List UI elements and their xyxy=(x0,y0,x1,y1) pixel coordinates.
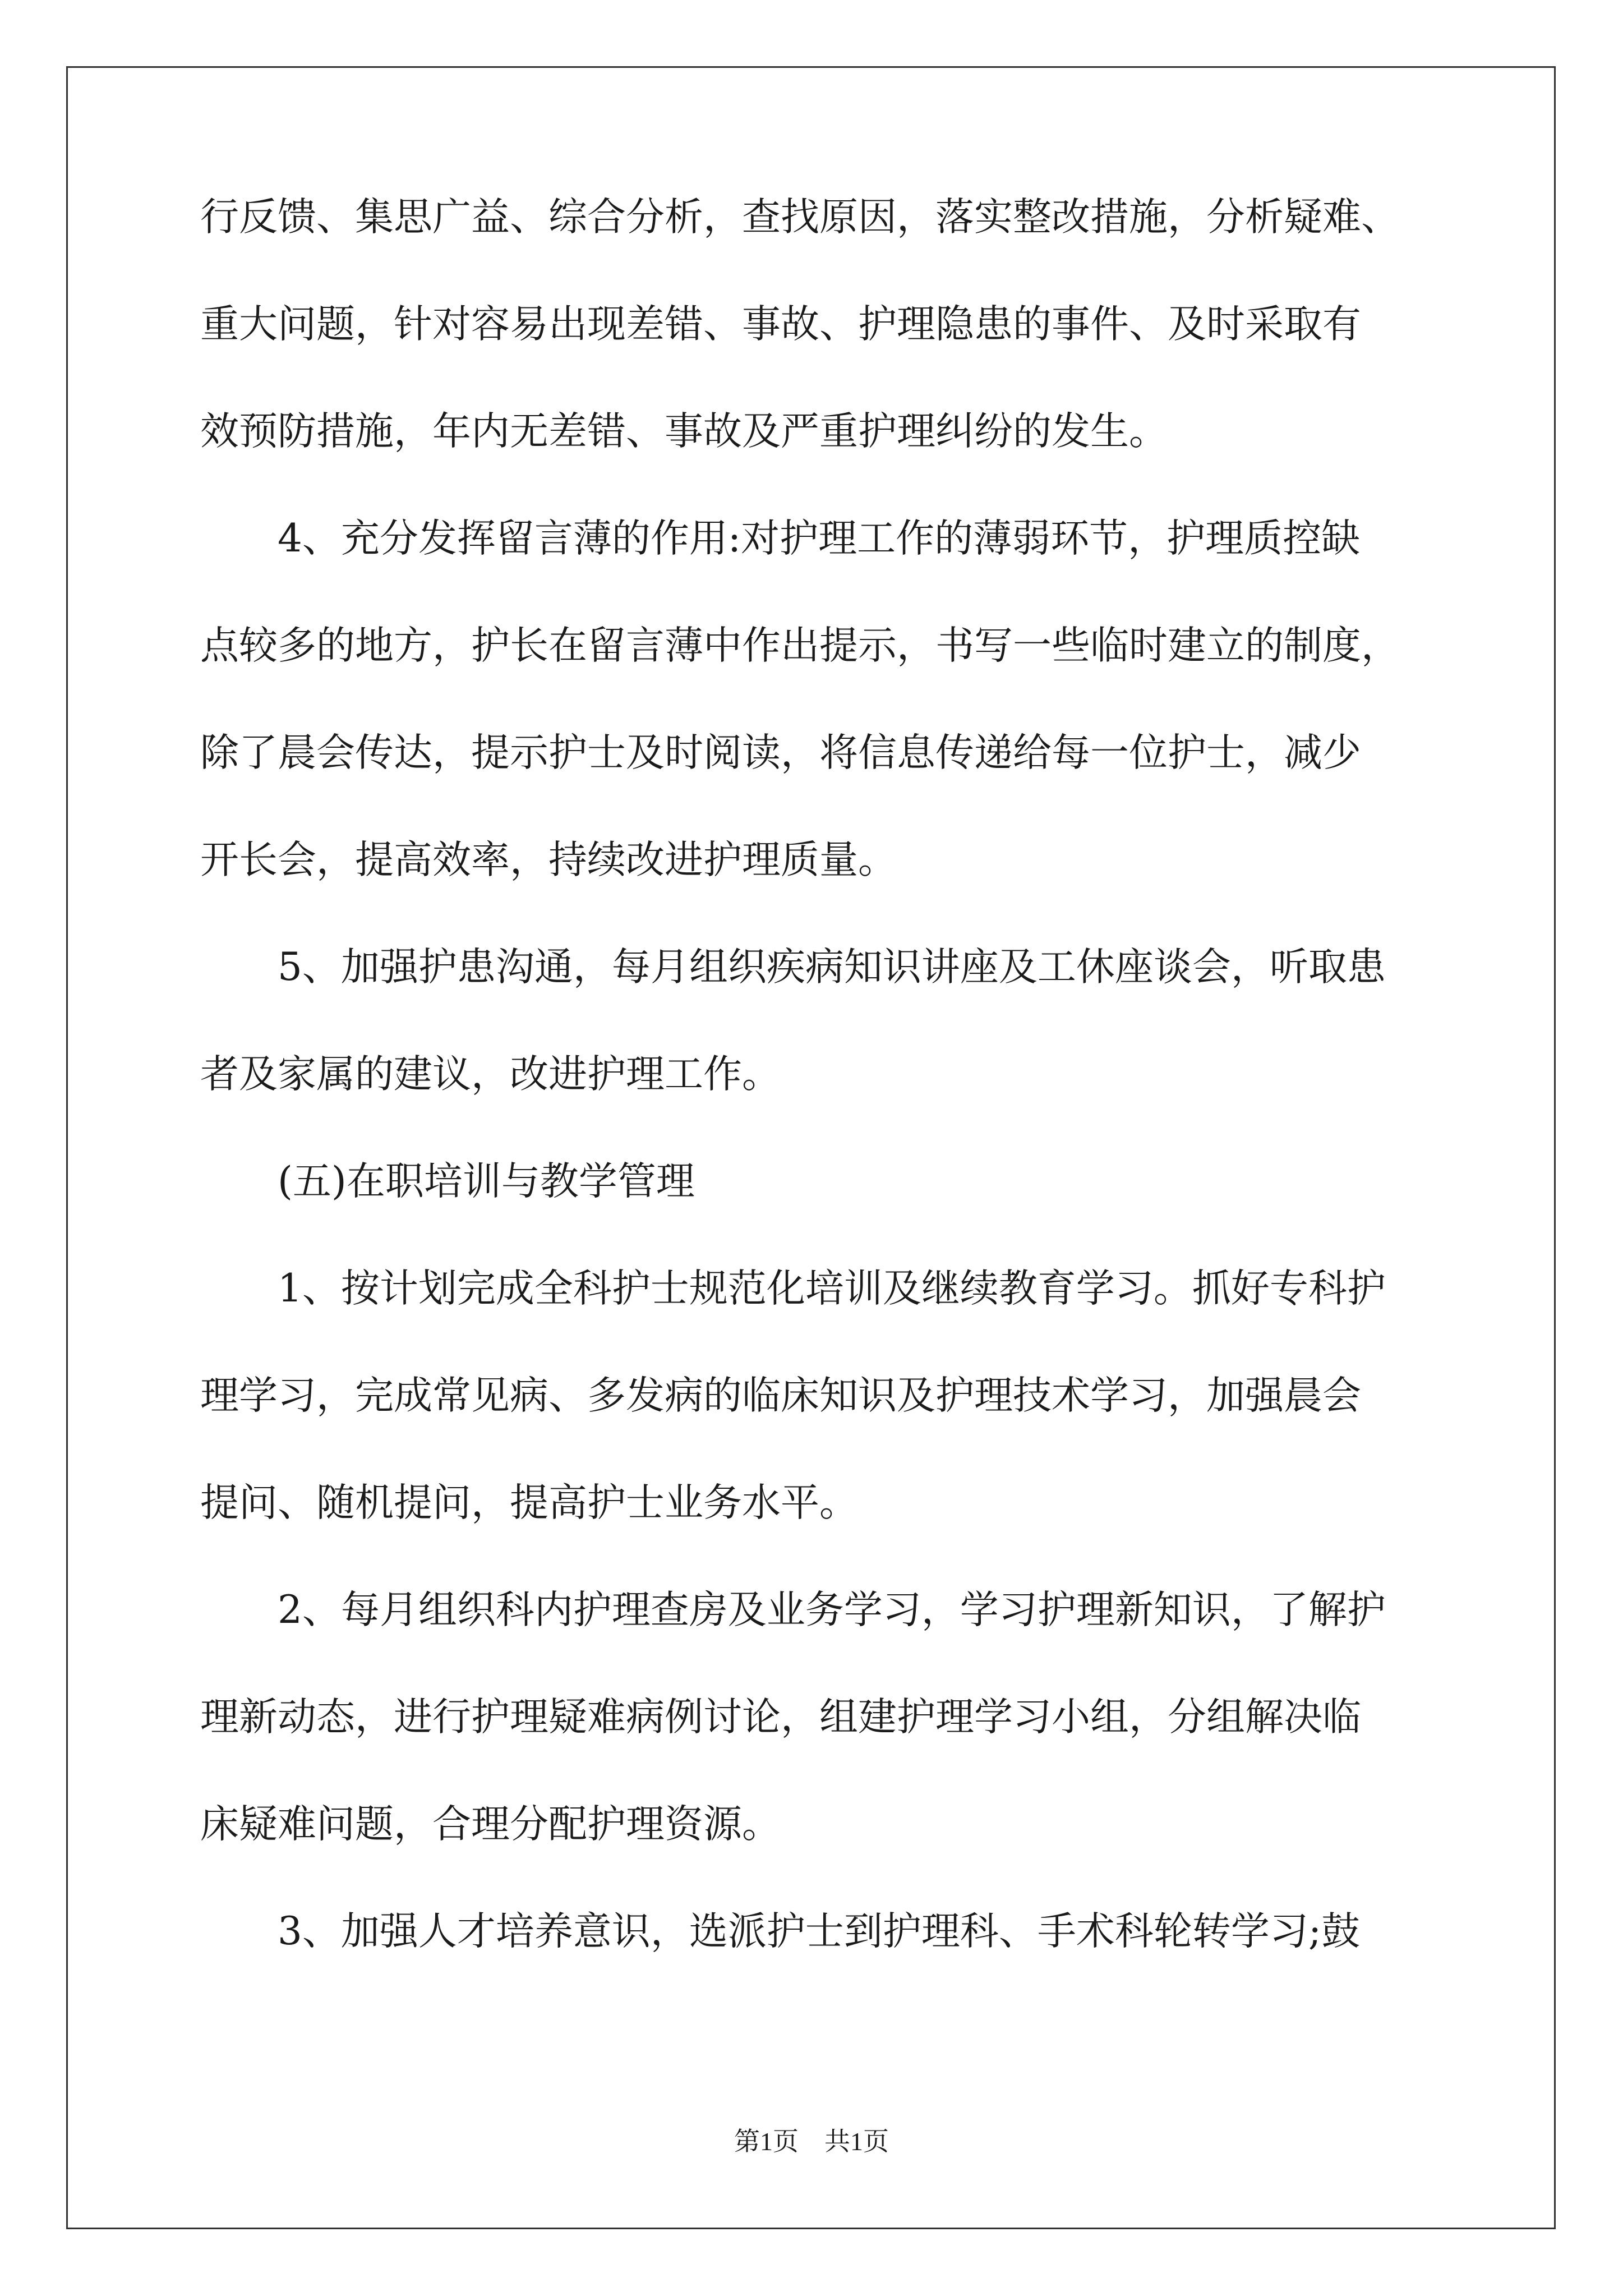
page-number-footer: 第1页 共1页 xyxy=(734,2127,889,2156)
text-line-5: 点较多的地方，护长在留言薄中作出提示，书写一些临时建立的制度， xyxy=(200,623,1400,668)
text-line-7: 开长会，提高效率，持续改进护理质量。 xyxy=(200,838,897,882)
text-line-4: 4、充分发挥留言薄的作用:对护理工作的薄弱环节，护理质控缺 xyxy=(278,516,1361,561)
text-line-1: 行反馈、集思广益、综合分析，查找原因，落实整改措施，分析疑难、 xyxy=(200,195,1400,240)
text-line-16: 床疑难问题，合理分配护理资源。 xyxy=(200,1802,781,1847)
text-line-11: 1、按计划完成全科护士规范化培训及继续教育学习。抓好专科护 xyxy=(278,1266,1386,1311)
text-line-14: 2、每月组织科内护理查房及业务学习，学习护理新知识，了解护 xyxy=(278,1588,1386,1632)
text-line-17: 3、加强人才培养意识，选派护士到护理科、手术科轮转学习;鼓 xyxy=(278,1909,1361,1954)
section-heading: (五)在职培训与教学管理 xyxy=(278,1159,695,1204)
text-line-2: 重大问题，针对容易出现差错、事故、护理隐患的事件、及时采取有 xyxy=(200,302,1361,347)
text-line-13: 提问、随机提问，提高护士业务水平。 xyxy=(200,1480,858,1525)
text-line-8: 5、加强护患沟通，每月组织疾病知识讲座及工休座谈会，听取患 xyxy=(278,945,1386,990)
text-line-3: 效预防措施，年内无差错、事故及严重护理纠纷的发生。 xyxy=(200,409,1168,454)
text-line-12: 理学习，完成常见病、多发病的临床知识及护理技术学习，加强晨会 xyxy=(200,1373,1361,1418)
text-line-9: 者及家属的建议，改进护理工作。 xyxy=(200,1052,781,1097)
text-line-6: 除了晨会传达，提示护士及时阅读，将信息传递给每一位护士，减少 xyxy=(200,730,1361,775)
text-line-15: 理新动态，进行护理疑难病例讨论，组建护理学习小组，分组解决临 xyxy=(200,1695,1361,1740)
